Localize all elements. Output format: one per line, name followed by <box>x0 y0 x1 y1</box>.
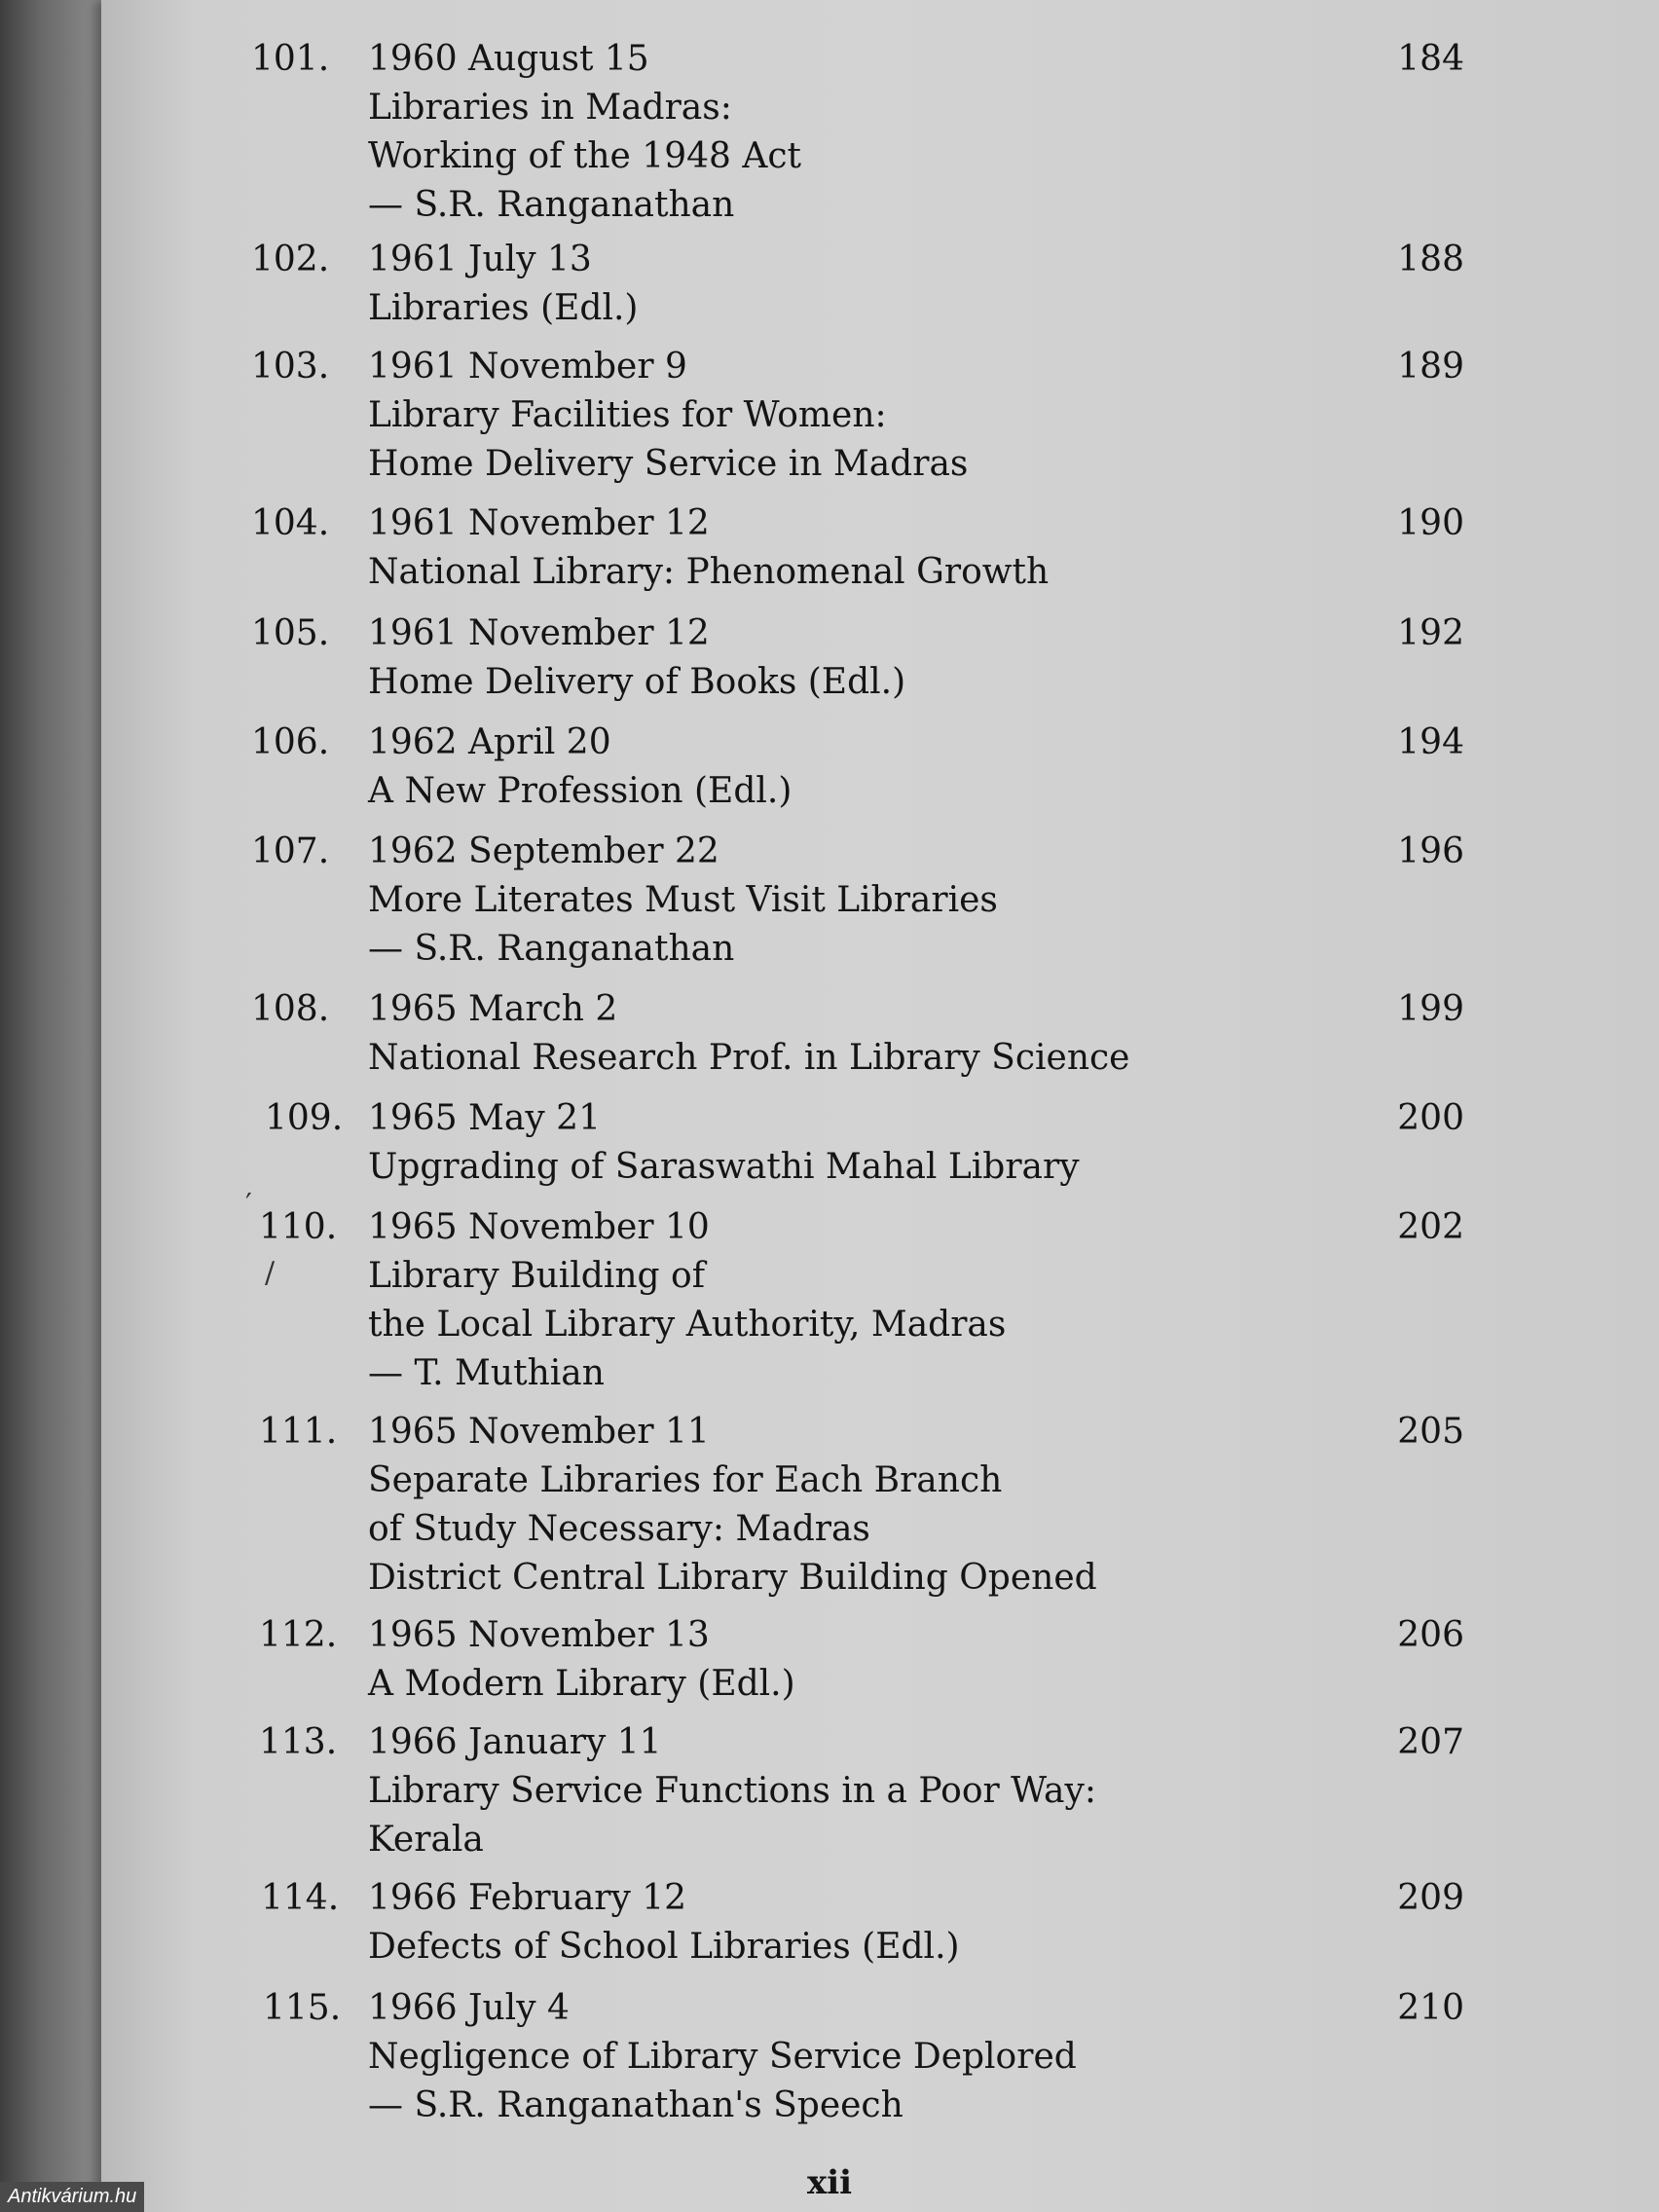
entry-text <box>368 1984 1077 2130</box>
entry-text <box>368 1408 1097 1603</box>
entry-page: 199 <box>1397 989 1464 1029</box>
entry-number: 112. <box>259 1615 338 1655</box>
entry-line: Kerala <box>368 1820 484 1860</box>
entry-page: 206 <box>1397 1615 1464 1655</box>
entry-text <box>368 985 1129 1083</box>
entry-line: Upgrading of Saraswathi Mahal Library <box>368 1147 1080 1187</box>
entry-line: 1966 July 4 <box>368 1988 570 2028</box>
entry-line: Negligence of Library Service Deplored <box>368 2037 1077 2077</box>
entry-line: Library Building of <box>368 1256 706 1296</box>
pencil-mark: ′ <box>245 1188 252 1222</box>
entry-number: 108. <box>251 989 330 1029</box>
entry-text <box>368 719 792 816</box>
entry-line: National Research Prof. in Library Science <box>368 1038 1130 1078</box>
entry-line: Separate Libraries for Each Branch <box>368 1460 1003 1500</box>
entry-line: Home Delivery Service in Madras <box>368 444 969 484</box>
entry-line: Working of the 1948 Act <box>368 136 801 176</box>
entry-line: A Modern Library (Edl.) <box>368 1664 795 1704</box>
entry-number: 114. <box>261 1878 340 1918</box>
entry-text <box>368 343 968 489</box>
entry-line: 1965 May 21 <box>368 1098 601 1138</box>
pencil-mark: / <box>265 1256 276 1290</box>
entry-number: 113. <box>259 1722 338 1762</box>
entry-page: 209 <box>1397 1878 1464 1918</box>
entry-line: 1962 September 22 <box>368 831 719 871</box>
entry-line: — S.R. Ranganathan's Speech <box>368 2085 903 2125</box>
entry-page: 207 <box>1397 1722 1464 1762</box>
entry-page: 192 <box>1397 613 1464 653</box>
entry-page: 200 <box>1397 1098 1464 1138</box>
entry-page: 205 <box>1397 1412 1464 1452</box>
entry-line: — S.R. Ranganathan <box>368 185 735 225</box>
entry-line: National Library: Phenomenal Growth <box>368 552 1050 592</box>
entry-number: 102. <box>251 240 330 279</box>
entry-text <box>368 236 638 333</box>
entry-number: 115. <box>263 1988 342 2028</box>
entry-line: — T. Muthian <box>368 1353 605 1393</box>
entry-page: 210 <box>1397 1988 1464 2028</box>
entry-number: 103. <box>251 347 330 387</box>
entry-page: 196 <box>1397 831 1464 871</box>
entry-line: 1965 November 11 <box>368 1412 710 1452</box>
entry-number: 101. <box>251 39 330 79</box>
entry-text <box>368 1203 1006 1398</box>
entry-text <box>368 828 998 974</box>
entry-line: 1965 November 13 <box>368 1615 710 1655</box>
entry-page: 189 <box>1397 347 1464 387</box>
entry-line: 1961 November 12 <box>368 613 710 653</box>
entry-number: 104. <box>251 503 330 543</box>
entry-line: 1961 November 12 <box>368 503 710 543</box>
entry-line: District Central Library Building Opened <box>368 1558 1097 1598</box>
entry-text <box>368 35 801 230</box>
entry-line: 1961 November 9 <box>368 347 687 387</box>
entry-number: 107. <box>251 831 330 871</box>
entry-text <box>368 499 1049 597</box>
entry-line: of Study Necessary: Madras <box>368 1509 870 1549</box>
entry-number: 105. <box>251 613 330 653</box>
entry-page: 194 <box>1397 722 1464 762</box>
entry-page: 190 <box>1397 503 1464 543</box>
entry-line: 1966 February 12 <box>368 1878 687 1918</box>
entry-line: 1966 January 11 <box>368 1722 662 1762</box>
page-number: xii <box>806 2163 853 2202</box>
entry-text <box>368 1611 795 1709</box>
entry-line: Library Service Functions in a Poor Way: <box>368 1771 1096 1811</box>
entry-number: 106. <box>251 722 330 762</box>
entry-number: 109. <box>265 1098 344 1138</box>
entry-line: Defects of School Libraries (Edl.) <box>368 1927 960 1967</box>
entry-line: 1961 July 13 <box>368 240 592 279</box>
entry-line: the Local Library Authority, Madras <box>368 1305 1007 1345</box>
entry-page: 202 <box>1397 1207 1464 1247</box>
entry-text <box>368 609 905 707</box>
watermark: Antikvárium.hu <box>0 2182 144 2212</box>
entry-line: 1965 November 10 <box>368 1207 710 1247</box>
entry-line: 1965 March 2 <box>368 989 618 1029</box>
entry-line: — S.R. Ranganathan <box>368 929 735 969</box>
entry-line: Home Delivery of Books (Edl.) <box>368 662 906 702</box>
entry-line: 1960 August 15 <box>368 39 649 79</box>
entry-line: More Literates Must Visit Libraries <box>368 880 998 920</box>
entry-number: 110. <box>259 1207 338 1247</box>
entry-text <box>368 1094 1080 1192</box>
entry-page: 188 <box>1397 240 1464 279</box>
entry-text <box>368 1718 1096 1864</box>
entry-page: 184 <box>1397 39 1464 79</box>
entry-line: 1962 April 20 <box>368 722 611 762</box>
entry-text <box>368 1874 960 1972</box>
entry-number: 111. <box>259 1412 338 1452</box>
entry-line: Libraries (Edl.) <box>368 288 639 328</box>
entry-line: Libraries in Madras: <box>368 88 732 128</box>
entry-line: Library Facilities for Women: <box>368 395 887 435</box>
entry-line: A New Profession (Edl.) <box>368 771 793 811</box>
